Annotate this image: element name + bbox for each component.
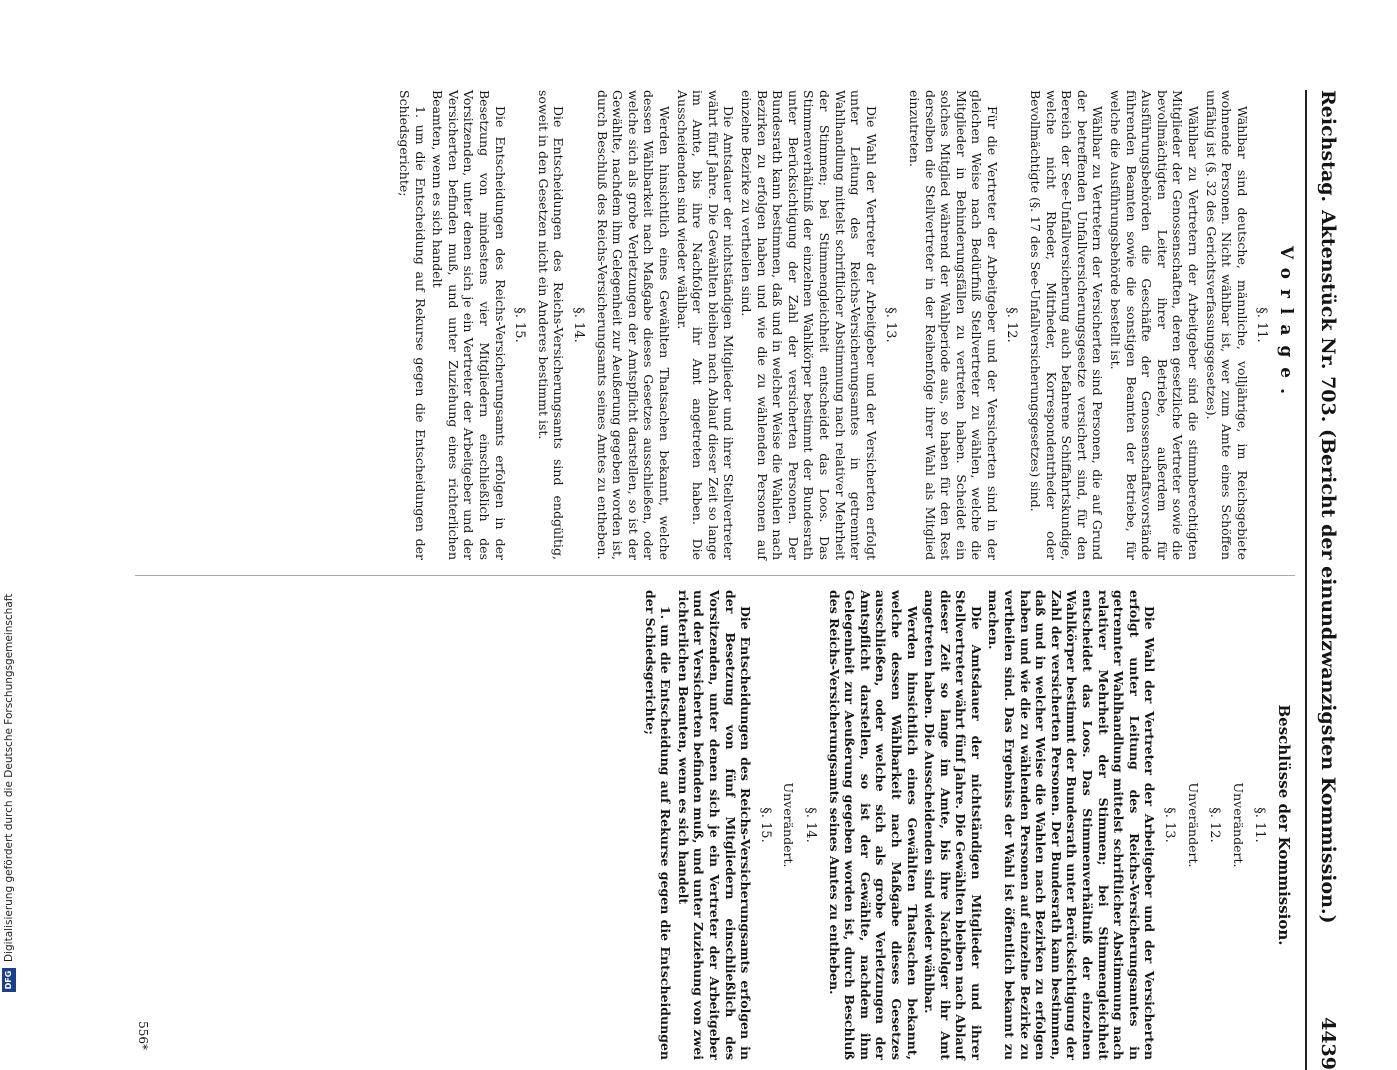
footer-text: Digitalisierung gefördert durch die Deutsche Forschungsgemeinschaft <box>3 593 15 962</box>
header-title: Aktenstück Nr. 703. (Bericht der einundzwanzigsten Kommission.) <box>1317 210 1339 924</box>
header-rule <box>1305 90 1307 1070</box>
paragraph: Die Entscheidungen des Reichs-Versicherungsamts sind endgültig, soweit in den Gesetzen nicht ein Anderes bestimmt ist. <box>535 90 567 560</box>
section-heading: §. 14. <box>571 307 587 343</box>
section-heading: §. 12. <box>1207 807 1223 843</box>
paragraph: Die Wahl der Vertreter der Arbeitgeber und der Versicherten erfolgt unter Leitung des Reichs-Versicherungsamtes in getrennter Wahlhandlung mittelst schriftlicher Abstimmung nach relativer Mehrheit der Stimmen; bei Stimmengleichheit entscheidet das Loos. Das Stimmenverhältniß der einzelnen Wahlkörper bestimmt der Bundesrath unter Berücksichtigung der Zahl der versicherten Personen. Der Bundesrath kann bestimmen, daß und in welcher Weise die Wahlen nach Bezirken zu erfolgen haben und wie die zu wählenden Personen auf einzelne Bezirke zu vertheilen sind. Das Ergebniss der Wahl ist öffentlich bekannt zu machen. <box>986 590 1158 1060</box>
unchanged-note: Unverändert. <box>1185 782 1201 868</box>
paragraph: Werden hinsichtlich eines Gewählten Thatsachen bekannt, welche dessen Wählbarkeit nach Maßgabe dieses Gesetzes ausschließen, oder welche sich als grobe Verletzungen der Amtspflicht darstellen, so ist der Gewählte, nachdem ihm Gelegenheit zur Aeußerung gegeben worden ist, durch Beschluß des Reichs-Versicherungsamts seines Amtes zu entheben. <box>594 90 673 560</box>
section-heading: §. 13. <box>883 307 899 343</box>
paragraph: Wählbar sind deutsche, männliche, volljährige, im Reichsgebiete wohnende Personen. Nicht wählbar ist, wer zum Amte eines Schöffen unfähig ist (§. 32 des Gerichtsverfassungsgesetzes). <box>1203 90 1250 560</box>
section-heading: §. 14. <box>802 807 818 843</box>
header-left: Reichstag. <box>1317 90 1339 203</box>
paragraph: Die Amtsdauer der nichtständigen Mitglieder und ihrer Stellvertreter währt fünf Jahre. Die Gewählten bleiben nach Ablauf dieser Zeit so lange im Amte, bis ihre Nachfolger ihr Amt angetreten haben. Die Ausscheidenden sind wieder wählbar. <box>922 590 984 1061</box>
section-heading: §. 12. <box>1004 307 1020 343</box>
list-item: 1. um die Entscheidung auf Rekurse gegen die Entscheidungen der Schiedsgerichte; <box>397 90 428 560</box>
paragraph: Werden hinsichtlich eines Gewählten Thatsachen bekannt, welche dessen Wählbarkeit nach Maßgabe dieses Gesetzes ausschließen, oder welche sich als grobe Verletzungen der Amtspflicht darstellen, so ist der Gewählte, nachdem ihm Gelegenheit zur Aeußerung gegeben worden ist, durch Beschluß des Reichs-Versicherungsamts seines Amtes zu entheben. <box>826 590 920 1060</box>
unchanged-note: Unverändert. <box>781 782 797 868</box>
column-title: Beschlüsse der Kommission. <box>1275 704 1293 946</box>
paragraph: Die Wahl der Vertreter der Arbeitgeber und der Versicherten erfolgt unter Leitung des Reichs-Versicherungsamtes in getrennter Wahlhandlung mittelst schriftlicher Abstimmung nach relativer Mehrheit der Stimmen; bei Stimmengleichheit entscheidet das Loos. Das Stimmenverhältniß der einzelnen Wahlkörper bestimmt der Bundesrath unter Berücksichtigung der Zahl der versicherten Personen. Der Bundesrath kann bestimmen, daß und in welcher Weise die Wahlen nach Bezirken zu erfolgen haben und wie die zu wählenden Personen auf einzelne Bezirke zu vertheilen sind. <box>739 90 879 560</box>
document-page <box>55 90 1345 1070</box>
paragraph: Wählbar zu Vertretern der Arbeitgeber sind die stimmberechtigten Mitglieder der Genossenschaften, deren gesetzliche Vertreter sowie die bevollmächtigten Leiter ihrer Betriebe, außerdem für Ausführungsbehörden die Geschäfte der Genossenschaftsvorstände führenden Beamten sowie die sonstigen Beamten der Betriebe, für welche die Ausführungsbehörde bestellt ist. <box>1108 90 1202 560</box>
section-heading: §. 13. <box>1162 807 1178 843</box>
paragraph: Wählbar zu Vertretern der Versicherten sind Personen, die auf Grund der betreffenden Unfallversicherungsgesetze versichert sind, für den Bereich der See-Unfallversicherung auch befahrene Schiffahrtskundige, welche nicht Rheder, Mitrheder, Korrespondentrheder oder Bevollmächtigte (§. 17 des See-Unfallversicherungsgesetzes) sind. <box>1028 90 1106 560</box>
section-heading: §. 11. <box>1252 807 1268 843</box>
unchanged-note: Unverändert. <box>1230 782 1246 868</box>
page-number: 4439 <box>1317 1017 1339 1070</box>
printer-signature: 556* <box>136 1021 150 1050</box>
running-header <box>1305 90 1345 1070</box>
column-title: Vorlage. <box>1276 245 1296 405</box>
paragraph: Für die Vertreter der Arbeitgeber und der Versicherten sind in der gleichen Weise nach Bedürfniß Stellvertreter zu wählen, welche die Mitglieder in Behinderungsfällen zu vertreten haben. Scheidet ein solches Mitglied während der Wahlperiode aus, so haben für den Rest derselben die Stellvertreter in der Reihenfolge ihrer Wahl als Mitglied einzutreten. <box>906 90 1000 560</box>
section-heading: §. 11. <box>1254 307 1270 343</box>
column-beschluesse <box>640 590 1295 1060</box>
paragraph: Die Amtsdauer der nichtständigen Mitglieder und ihrer Stellvertreter währt fünf Jahre. Die Gewählten bleiben nach Ablauf dieser Zeit so lange im Amte, bis ihre Nachfolger ihr Amt angetreten haben. Die Ausscheidenden sind wieder wählbar. <box>674 90 737 560</box>
column-divider <box>135 575 1295 576</box>
paragraph: Die Entscheidungen des Reichs-Versicherungsamts erfolgen in der Besetzung von mindestens vier Mitgliedern einschließlich des Vorsitzenden, unter denen sich je ein Vertreter der Arbeitgeber und der Versicherten befinden muß, und unter Zuziehung eines richterlichen Beamten, wenn es sich handelt <box>430 90 508 560</box>
paragraph: Die Entscheidungen des Reichs-Versicherungsamts erfolgen in der Besetzung von fünf Mitgliedern einschließlich des Vorsitzenden, unter denen sich je ein Vertreter der Arbeitgeber und der Versicherten befinden muß, und unter Zuziehung von zwei richterlichen Beamten, wenn es sich handelt <box>675 590 754 1060</box>
digitization-footer <box>0 0 22 1000</box>
dfg-logo-icon: DFG <box>2 968 16 992</box>
list-item: 1. um die Entscheidung auf Rekurse gegen die Entscheidungen der Schiedsgerichte; <box>642 590 674 1060</box>
section-heading: §. 15. <box>512 307 528 343</box>
section-heading: §. 15. <box>757 807 773 843</box>
column-vorlage <box>395 90 1295 560</box>
